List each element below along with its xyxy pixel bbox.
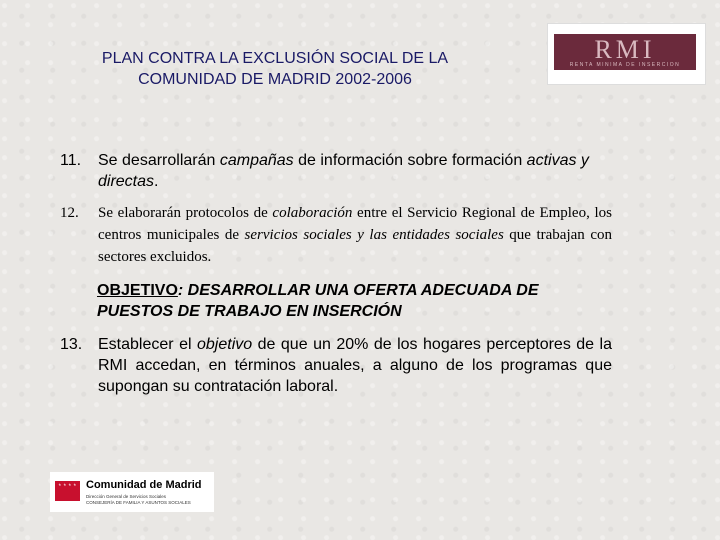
rmi-logo-text: RMI (594, 35, 656, 64)
emphasis: campañas (219, 152, 294, 169)
item-number: 11. (60, 152, 82, 169)
item-text: Establecer el objetivo de que un 20% de los hogares perceptores de la RMI accedan, en términos anuales, a alguno de los programas que supongan su contratación laboral. (98, 336, 613, 395)
rmi-logo (554, 34, 696, 70)
objective-text: : DESARROLLAR UNA OFERTA ADECUADA DE PUESTOS DE TRABAJO EN INSERCIÓN (97, 282, 539, 320)
objective-keyword: OBJETIVO (97, 282, 178, 299)
list-item-11 (60, 150, 612, 192)
item-number: 13. (60, 336, 83, 353)
logo-subtitle-2: CONSEJERÍA DE FAMILIA Y ASUNTOS SOCIALES (86, 500, 191, 505)
emphasis: activas y directas (98, 152, 589, 190)
flag-stars: * * * * (58, 484, 77, 490)
emphasis: servicios sociales y las entidades sociales (244, 227, 504, 243)
emphasis: objetivo (197, 336, 253, 353)
emphasis: colaboración (272, 205, 353, 221)
item-text: Se elaborarán protocolos de colaboración entre el Servicio Regional de Empleo, los centros municipales de servicios sociales y las entidades sociales que trabajan con sectores excluidos. (98, 205, 613, 265)
rmi-logo-subtitle: RENTA MINIMA DE INSERCION (569, 62, 681, 68)
list-item-12 (60, 202, 612, 268)
logo-subtitle-1: Dirección General de Servicios Sociales (86, 494, 167, 499)
list-item-13 (60, 334, 612, 397)
page-title (60, 48, 490, 90)
item-number: 12. (60, 205, 79, 221)
madrid-flag-icon (55, 481, 80, 501)
rmi-logo-box (547, 23, 706, 85)
comunidad-madrid-logo (50, 472, 214, 512)
objective-statement (97, 280, 617, 322)
title-line-2: COMUNIDAD DE MADRID 2002-2006 (138, 71, 412, 88)
item-text: Se desarrollarán campañas de información sobre formación activas y directas. (98, 152, 589, 190)
title-line-1: PLAN CONTRA LA EXCLUSIÓN SOCIAL DE LA (101, 50, 449, 67)
logo-title: Comunidad de Madrid (86, 479, 202, 491)
